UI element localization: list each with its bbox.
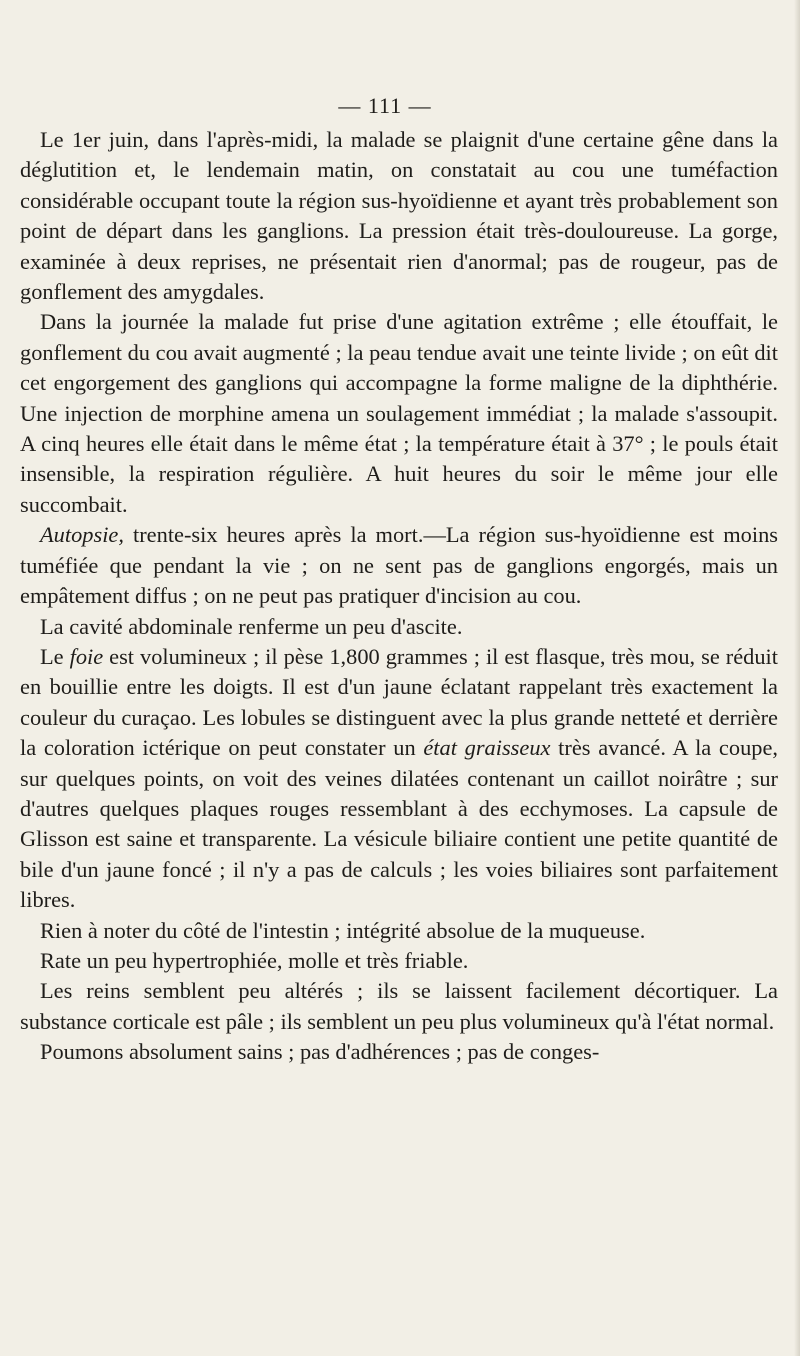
paragraph: Poumons absolument sains ; pas d'adhérences ; pas de conges- — [40, 1039, 600, 1065]
paragraph: Les reins semblent peu altérés ; ils se laissent facilement décortiquer. La substance corticale est pâle ; ils semblent un peu plus volumineux qu'à l'état normal. — [20, 978, 778, 1034]
paragraph: Rate un peu hypertrophiée, molle et très friable. — [40, 947, 469, 973]
foie-term: foie — [69, 643, 104, 669]
autopsie-label: Autopsie, — [40, 522, 124, 548]
paragraph-foie — [20, 642, 778, 916]
text-run: est volumineux ; il pèse 1,800 grammes ; il est flasque, très mou, se réduit en bouillie entre les doigts. Il est d'un jaune éclatant rappelant très exactement la couleur du curaçao. Les lobules se distinguent avec la plus grande netteté et derrière la coloration ictérique on peut constater un — [20, 643, 778, 761]
page-number: — 111 — — [338, 93, 432, 118]
body-text — [20, 125, 778, 1068]
autopsie-text: trente-six heures après la mort.—La région sus-hyoïdienne est moins tuméfiée que pendant la vie ; on ne sent pas de ganglions engorgés, mais un empâtement diffus ; on ne peut pas pratiquer d'incision au cou. — [20, 522, 778, 609]
etat-graisseux-term: état graisseux — [423, 735, 551, 761]
page-edge — [794, 0, 800, 1356]
text-run: très avancé. A la coupe, sur quelques points, on voit des veines dilatées contenant un caillot noirâtre ; sur d'autres quelques plaques rouges ressemblant à des ecchymoses. La capsule de Glisson est saine et transparente. La vésicule biliaire contient une petite quantité de bile d'un jaune foncé ; il n'y a pas de calculs ; les voies biliaires sont parfaitement libres. — [20, 735, 778, 913]
paragraph: La cavité abdominale renferme un peu d'ascite. — [40, 613, 463, 639]
paragraph-autopsie — [20, 520, 778, 611]
text-run: Le — [40, 643, 70, 669]
paragraph: Rien à noter du côté de l'intestin ; intégrité absolue de la muqueuse. — [40, 917, 646, 943]
paragraph: Le 1er juin, dans l'après-midi, la malade se plaignit d'une certaine gêne dans la déglutition et, le lendemain matin, on constatait au cou une tuméfaction considérable occupant toute la région sus-hyoïdienne et ayant très probablement son point de départ dans les ganglions. La pression était très-douloureuse. La gorge, examinée à deux reprises, ne présentait rien d'anormal; pas de rougeur, pas de gonflement des amygdales. — [20, 127, 778, 305]
paragraph: Dans la journée la malade fut prise d'une agitation extrême ; elle étouffait, le gonflement du cou avait augmenté ; la peau tendue avait une teinte livide ; on eût dit cet engorgement des ganglions qui accompagne la forme maligne de la diphthérie. Une injection de morphine amena un soulagement immédiat ; la malade s'assoupit. A cinq heures elle était dans le même état ; la température était à 37° ; le pouls était insensible, la respiration régulière. A huit heures du soir le même jour elle succombait. — [20, 309, 778, 517]
